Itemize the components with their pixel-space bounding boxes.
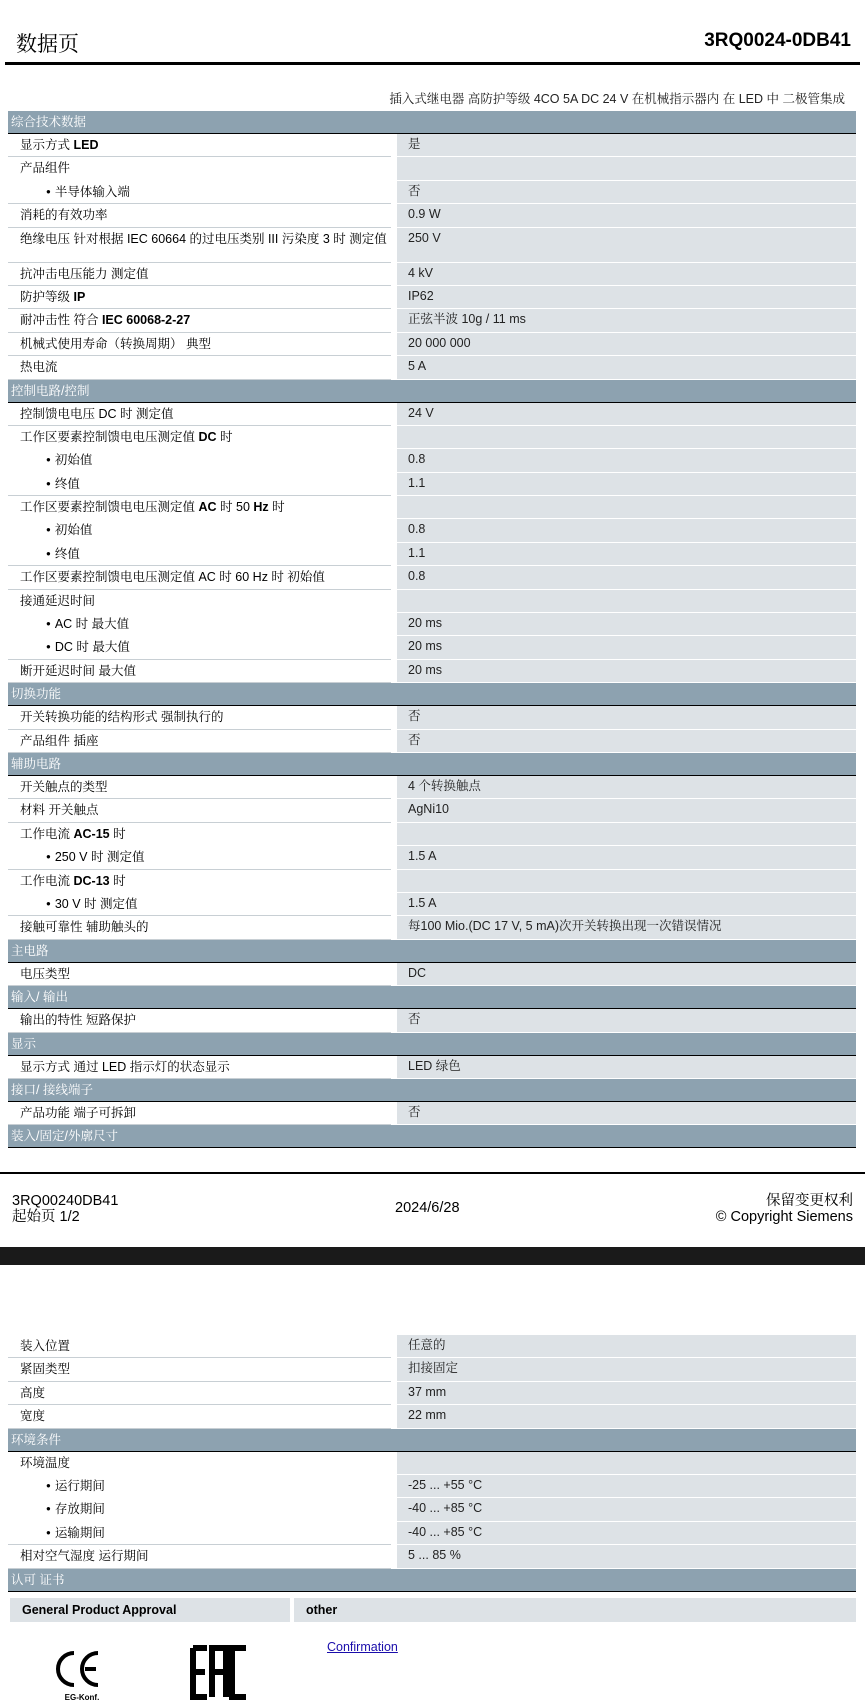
doc-title: 数据页 <box>16 33 79 56</box>
spec-label: 电压类型 <box>8 963 391 986</box>
spec-value: -40 ... +85 °C <box>397 1522 856 1545</box>
spec-label: 消耗的有效功率 <box>8 204 391 227</box>
eac-mark-icon <box>190 1645 250 1700</box>
spec-row <box>8 660 856 683</box>
spec-row <box>8 473 856 496</box>
spec-row <box>8 730 856 753</box>
spec-row <box>8 1382 856 1405</box>
ce-sub-label: EG-Konf. <box>64 1693 100 1702</box>
spec-label: 装入位置 <box>8 1335 391 1358</box>
spec-row <box>8 496 856 519</box>
spec-row <box>8 1335 856 1358</box>
spec-value: 37 mm <box>397 1382 856 1405</box>
spec-row <box>8 228 856 263</box>
spec-label: ● 30 V 时 测定值 <box>8 893 391 916</box>
spec-value <box>397 1452 856 1475</box>
footer-date: 2024/6/28 <box>395 1200 460 1216</box>
spec-label: 耐冲击性 符合 IEC 60068-2-27 <box>8 309 391 332</box>
spec-value: 20 ms <box>397 636 856 659</box>
spec-row <box>8 1405 856 1428</box>
spec-label: 工作区要素控制馈电电压测定值 DC 时 <box>20 429 233 444</box>
bullet-icon <box>46 547 55 561</box>
section-header: 接口/ 接线端子 <box>8 1079 856 1102</box>
bullet-icon <box>46 1479 55 1493</box>
spec-row <box>8 286 856 309</box>
spec-value <box>397 870 856 893</box>
spec-label: 断开延迟时间 最大值 <box>8 660 391 683</box>
spec-label: 热电流 <box>8 356 391 379</box>
spec-value: -40 ... +85 °C <box>397 1498 856 1521</box>
section-header: 环境条件 <box>8 1429 856 1452</box>
spec-row <box>8 590 856 613</box>
spec-value: 否 <box>397 730 856 753</box>
spec-row <box>8 333 856 356</box>
spec-label: 工作电流 AC-15 时 <box>20 826 126 841</box>
spec-value: 0.8 <box>397 519 856 542</box>
spec-value: 1.1 <box>397 473 856 496</box>
section-header: 综合技术数据 <box>8 111 856 134</box>
spec-value: 是 <box>397 134 856 157</box>
spec-value: 5 ... 85 % <box>397 1545 856 1568</box>
spec-value: -25 ... +55 °C <box>397 1475 856 1498</box>
spec-label: ● 运输期间 <box>8 1522 391 1545</box>
product-description: 插入式继电器 高防护等级 4CO 5A DC 24 V 在机械指示器内 在 LED 中 二极管集成 <box>389 92 845 106</box>
bullet-icon <box>46 1502 55 1516</box>
spec-label: 工作电流 DC-13 时 <box>20 873 126 888</box>
spec-label: 绝缘电压 针对根据 IEC 60664 的过电压类别 III 污染度 3 时 测定值 <box>8 228 391 263</box>
spec-row <box>8 636 856 659</box>
spec-label: 高度 <box>8 1382 391 1405</box>
product-number: 3RQ0024-0DB41 <box>704 30 851 51</box>
spec-row <box>8 566 856 589</box>
spec-value: 否 <box>397 1102 856 1125</box>
section-header: 辅助电路 <box>8 753 856 776</box>
spec-row <box>8 1358 856 1381</box>
section-header: 输入/ 输出 <box>8 986 856 1009</box>
approval-header-row <box>10 1598 856 1622</box>
spec-label: 开关触点的类型 <box>8 776 391 799</box>
bullet-icon <box>46 897 55 911</box>
spec-row <box>8 403 856 426</box>
spec-value: 每100 Mio.(DC 17 V, 5 mA)次开关转换出现一次错误情况 <box>397 916 856 939</box>
spec-row <box>8 134 856 157</box>
spec-value: DC <box>397 963 856 986</box>
spec-label: 显示方式 通过 LED 指示灯的状态显示 <box>8 1056 391 1079</box>
spec-row <box>8 870 856 893</box>
bullet-icon <box>46 453 55 467</box>
spec-label: 相对空气湿度 运行期间 <box>8 1545 391 1568</box>
spec-value: 4 个转换触点 <box>397 776 856 799</box>
spec-label: 工作区要素控制馈电电压测定值 AC 时 60 Hz 时 初始值 <box>8 566 391 589</box>
bullet-icon <box>46 640 55 654</box>
spec-row <box>8 426 856 449</box>
spec-label: ● 半导体输入端 <box>8 181 391 204</box>
section-header: 认可 证书 <box>8 1569 856 1592</box>
spec-value: 任意的 <box>397 1335 856 1358</box>
spec-value <box>397 590 856 613</box>
spec-row <box>8 204 856 227</box>
bullet-icon <box>46 523 55 537</box>
spec-label: ● 初始值 <box>8 519 391 542</box>
spec-row <box>8 1498 856 1521</box>
spec-value: 1.1 <box>397 543 856 566</box>
spec-label: 输出的特性 短路保护 <box>8 1009 391 1032</box>
spec-label: 产品组件 <box>20 161 71 176</box>
spec-table-page1 <box>8 111 856 1148</box>
page-separator <box>0 1247 865 1265</box>
spec-label: 产品组件 插座 <box>8 730 391 753</box>
spec-label: 防护等级 IP <box>8 286 391 309</box>
spec-value <box>397 496 856 519</box>
spec-row <box>8 1475 856 1498</box>
spec-row <box>8 823 856 846</box>
spec-label: ● 250 V 时 测定值 <box>8 846 391 869</box>
spec-value: 否 <box>397 181 856 204</box>
spec-value: AgNi10 <box>397 799 856 822</box>
bullet-icon <box>46 617 55 631</box>
spec-row <box>8 613 856 636</box>
spec-value <box>397 426 856 449</box>
spec-label: 紧固类型 <box>8 1358 391 1381</box>
spec-row <box>8 543 856 566</box>
spec-label: 宽度 <box>8 1405 391 1428</box>
header-rule <box>5 62 860 65</box>
spec-value: 0.9 W <box>397 204 856 227</box>
footer-order: 3RQ00240DB41 起始页 1/2 <box>12 1193 119 1225</box>
spec-label: ● AC 时 最大值 <box>8 613 391 636</box>
spec-value: 5 A <box>397 356 856 379</box>
spec-label: 显示方式 LED <box>8 134 391 157</box>
spec-label: ● 存放期间 <box>8 1498 391 1521</box>
spec-value: 否 <box>397 706 856 729</box>
confirmation-link[interactable]: Confirmation <box>327 1640 398 1654</box>
spec-label: 接触可靠性 辅助触头的 <box>8 916 391 939</box>
spec-row <box>8 1009 856 1032</box>
spec-value: 20 000 000 <box>397 333 856 356</box>
spec-row <box>8 356 856 379</box>
spec-row <box>8 916 856 939</box>
spec-label: ● DC 时 最大值 <box>8 636 391 659</box>
spec-value: 20 ms <box>397 660 856 683</box>
footer-rights: 保留变更权利 © Copyright Siemens <box>715 1193 853 1225</box>
spec-value: IP62 <box>397 286 856 309</box>
spec-label: 控制馈电电压 DC 时 测定值 <box>8 403 391 426</box>
spec-row <box>8 1102 856 1125</box>
spec-row <box>8 449 856 472</box>
spec-row <box>8 519 856 542</box>
section-header: 显示 <box>8 1033 856 1056</box>
section-header: 切换功能 <box>8 683 856 706</box>
bullet-icon <box>46 477 55 491</box>
spec-value: 0.8 <box>397 449 856 472</box>
spec-label: ● 运行期间 <box>8 1475 391 1498</box>
spec-value: 1.5 A <box>397 893 856 916</box>
spec-value <box>397 157 856 180</box>
spec-table-page2 <box>8 1335 856 1592</box>
spec-row <box>8 963 856 986</box>
spec-value: 20 ms <box>397 613 856 636</box>
bullet-icon <box>46 185 55 199</box>
spec-label: ● 初始值 <box>8 449 391 472</box>
spec-row <box>8 846 856 869</box>
spec-label: 抗冲击电压能力 测定值 <box>8 263 391 286</box>
spec-label: 接通延迟时间 <box>20 593 96 608</box>
spec-value: 否 <box>397 1009 856 1032</box>
spec-value: 正弦半波 10g / 11 ms <box>397 309 856 332</box>
approval-col-other: other <box>294 1598 856 1622</box>
spec-value: 22 mm <box>397 1405 856 1428</box>
spec-label: 工作区要素控制馈电电压测定值 AC 时 50 Hz 时 <box>20 500 285 515</box>
spec-row <box>8 706 856 729</box>
spec-value: 24 V <box>397 403 856 426</box>
bullet-icon <box>46 1526 55 1540</box>
spec-value: LED 绿色 <box>397 1056 856 1079</box>
spec-label: 材料 开关触点 <box>8 799 391 822</box>
spec-label: 开关转换功能的结构形式 强制执行的 <box>8 706 391 729</box>
ce-mark-icon <box>52 1645 112 1703</box>
section-header: 主电路 <box>8 940 856 963</box>
spec-row <box>8 893 856 916</box>
spec-row <box>8 1452 856 1475</box>
bullet-icon <box>46 850 55 864</box>
spec-value: 250 V <box>397 228 856 263</box>
spec-value: 1.5 A <box>397 846 856 869</box>
section-header: 装入/固定/外廓尺寸 <box>8 1125 856 1148</box>
spec-label: ● 终值 <box>8 473 391 496</box>
spec-row <box>8 309 856 332</box>
spec-value: 扣接固定 <box>397 1358 856 1381</box>
spec-label: 机械式使用寿命（转换周期） 典型 <box>8 333 391 356</box>
spec-row <box>8 181 856 204</box>
spec-value <box>397 823 856 846</box>
spec-label: 环境温度 <box>20 1455 71 1470</box>
spec-row <box>8 799 856 822</box>
spec-row <box>8 776 856 799</box>
approval-col-general: General Product Approval <box>10 1598 290 1622</box>
spec-row <box>8 263 856 286</box>
spec-value: 0.8 <box>397 566 856 589</box>
spec-value: 4 kV <box>397 263 856 286</box>
spec-label: 产品功能 端子可拆卸 <box>8 1102 391 1125</box>
spec-row <box>8 157 856 180</box>
spec-row <box>8 1522 856 1545</box>
spec-label: ● 终值 <box>8 543 391 566</box>
footer-rule <box>0 1172 865 1174</box>
spec-row <box>8 1056 856 1079</box>
section-header: 控制电路/控制 <box>8 380 856 403</box>
spec-row <box>8 1545 856 1568</box>
